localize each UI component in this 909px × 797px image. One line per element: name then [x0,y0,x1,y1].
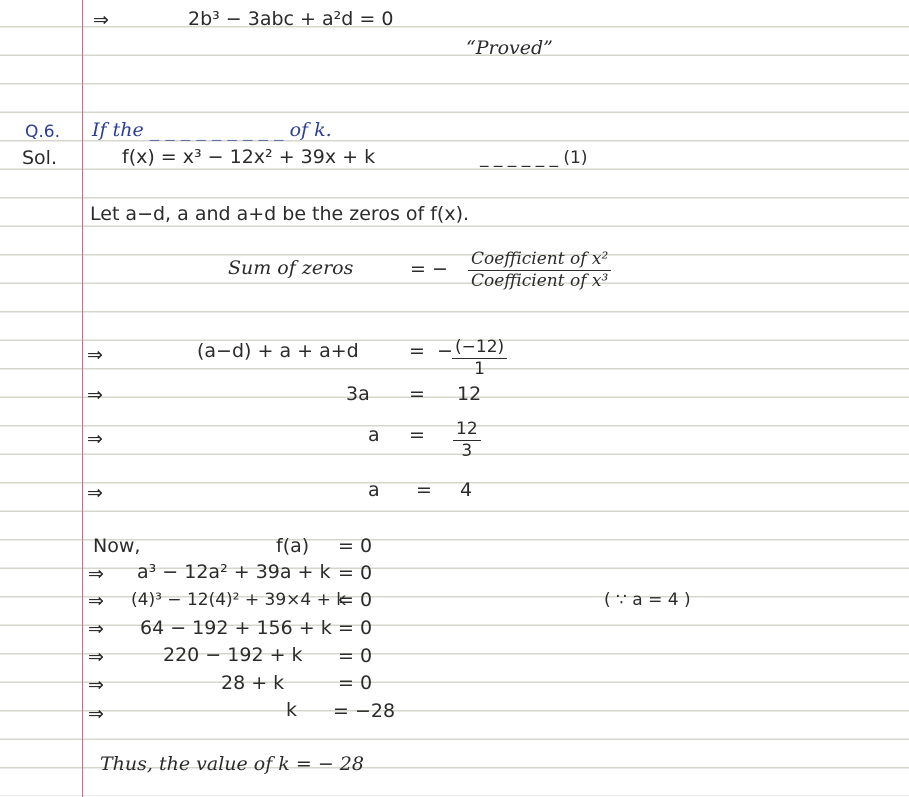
step-arrow: ⇒ [87,384,103,406]
step-equals: = [409,383,425,405]
step-rhs: 12 [457,383,482,405]
fraction-denominator: 3 [461,441,473,461]
sum-of-zeros-label: Sum of zeros [228,257,354,279]
let-zeros-statement: Let a−d, a and a+d be the zeros of f(x). [90,203,470,225]
step-rhs-fraction [453,420,481,461]
step-equals: = [416,479,432,501]
sub-lhs: 64 − 192 + 156 + k [140,617,332,639]
sub-lhs: a³ − 12a² + 39a + k [137,561,331,583]
sub-lhs: 220 − 192 + k [163,644,303,666]
sub-lhs: f(a) [276,535,310,557]
sub-lhs: 28 + k [221,672,285,694]
previous-equation: 2b³ − 3abc + a²d = 0 [188,8,394,30]
reason-note: ( ∵ a = 4 ) [604,590,691,610]
conclusion: Thus, the value of k = − 28 [100,753,364,775]
step-arrow: ⇒ [87,428,103,450]
step-lhs: (a−d) + a + a+d [197,340,359,362]
sub-rhs: = 0 [338,672,373,694]
sub-arrow: ⇒ [88,563,104,585]
step-rhs-sign: − [437,340,453,362]
step-rhs-fraction [452,338,507,379]
step-lhs: a [368,424,380,446]
sub-rhs: = 0 [338,535,373,557]
sub-rhs: = 0 [338,562,373,584]
fraction-numerator: (−12) [452,338,507,359]
sub-rhs: = 0 [338,617,373,639]
sub-rhs: = 0 [338,589,373,611]
solution-label: Sol. [22,147,58,169]
step-rhs: 4 [460,479,473,501]
fraction-numerator: Coefficient of x² [468,250,611,271]
sub-lhs: k [286,699,298,721]
step-lhs: 3a [346,383,370,405]
sub-rhs: = −28 [333,700,396,722]
question-text: If the _ _ _ _ _ _ _ _ _ of k. [92,119,332,141]
sub-arrow: ⇒ [88,618,104,640]
implies-arrow: ⇒ [93,9,109,31]
margin-line [82,0,83,797]
polynomial-definition: f(x) = x³ − 12x² + 39x + k [122,146,376,168]
step-equals: = [409,424,425,446]
sum-formula-equals: = − [410,258,448,280]
sub-arrow: ⇒ [88,703,104,725]
fraction-numerator: 12 [453,420,481,441]
step-equals: = [409,340,425,362]
sub-lhs: (4)³ − 12(4)² + 39×4 + k [131,590,347,610]
sub-rhs: = 0 [338,645,373,667]
step-arrow: ⇒ [87,344,103,366]
step-lhs: a [368,479,380,501]
fraction-denominator: Coefficient of x³ [471,271,609,291]
question-number: Q.6. [25,122,61,142]
proved-note: “Proved” [466,37,553,59]
sub-arrow: ⇒ [88,646,104,668]
equation-reference: _ _ _ _ _ _ (1) [480,148,588,168]
sub-arrow: ⇒ [88,590,104,612]
sub-arrow: ⇒ [88,674,104,696]
fraction-denominator: 1 [474,359,485,379]
step-arrow: ⇒ [87,482,103,504]
coefficient-fraction [468,250,611,291]
now-label: Now, [93,535,141,557]
